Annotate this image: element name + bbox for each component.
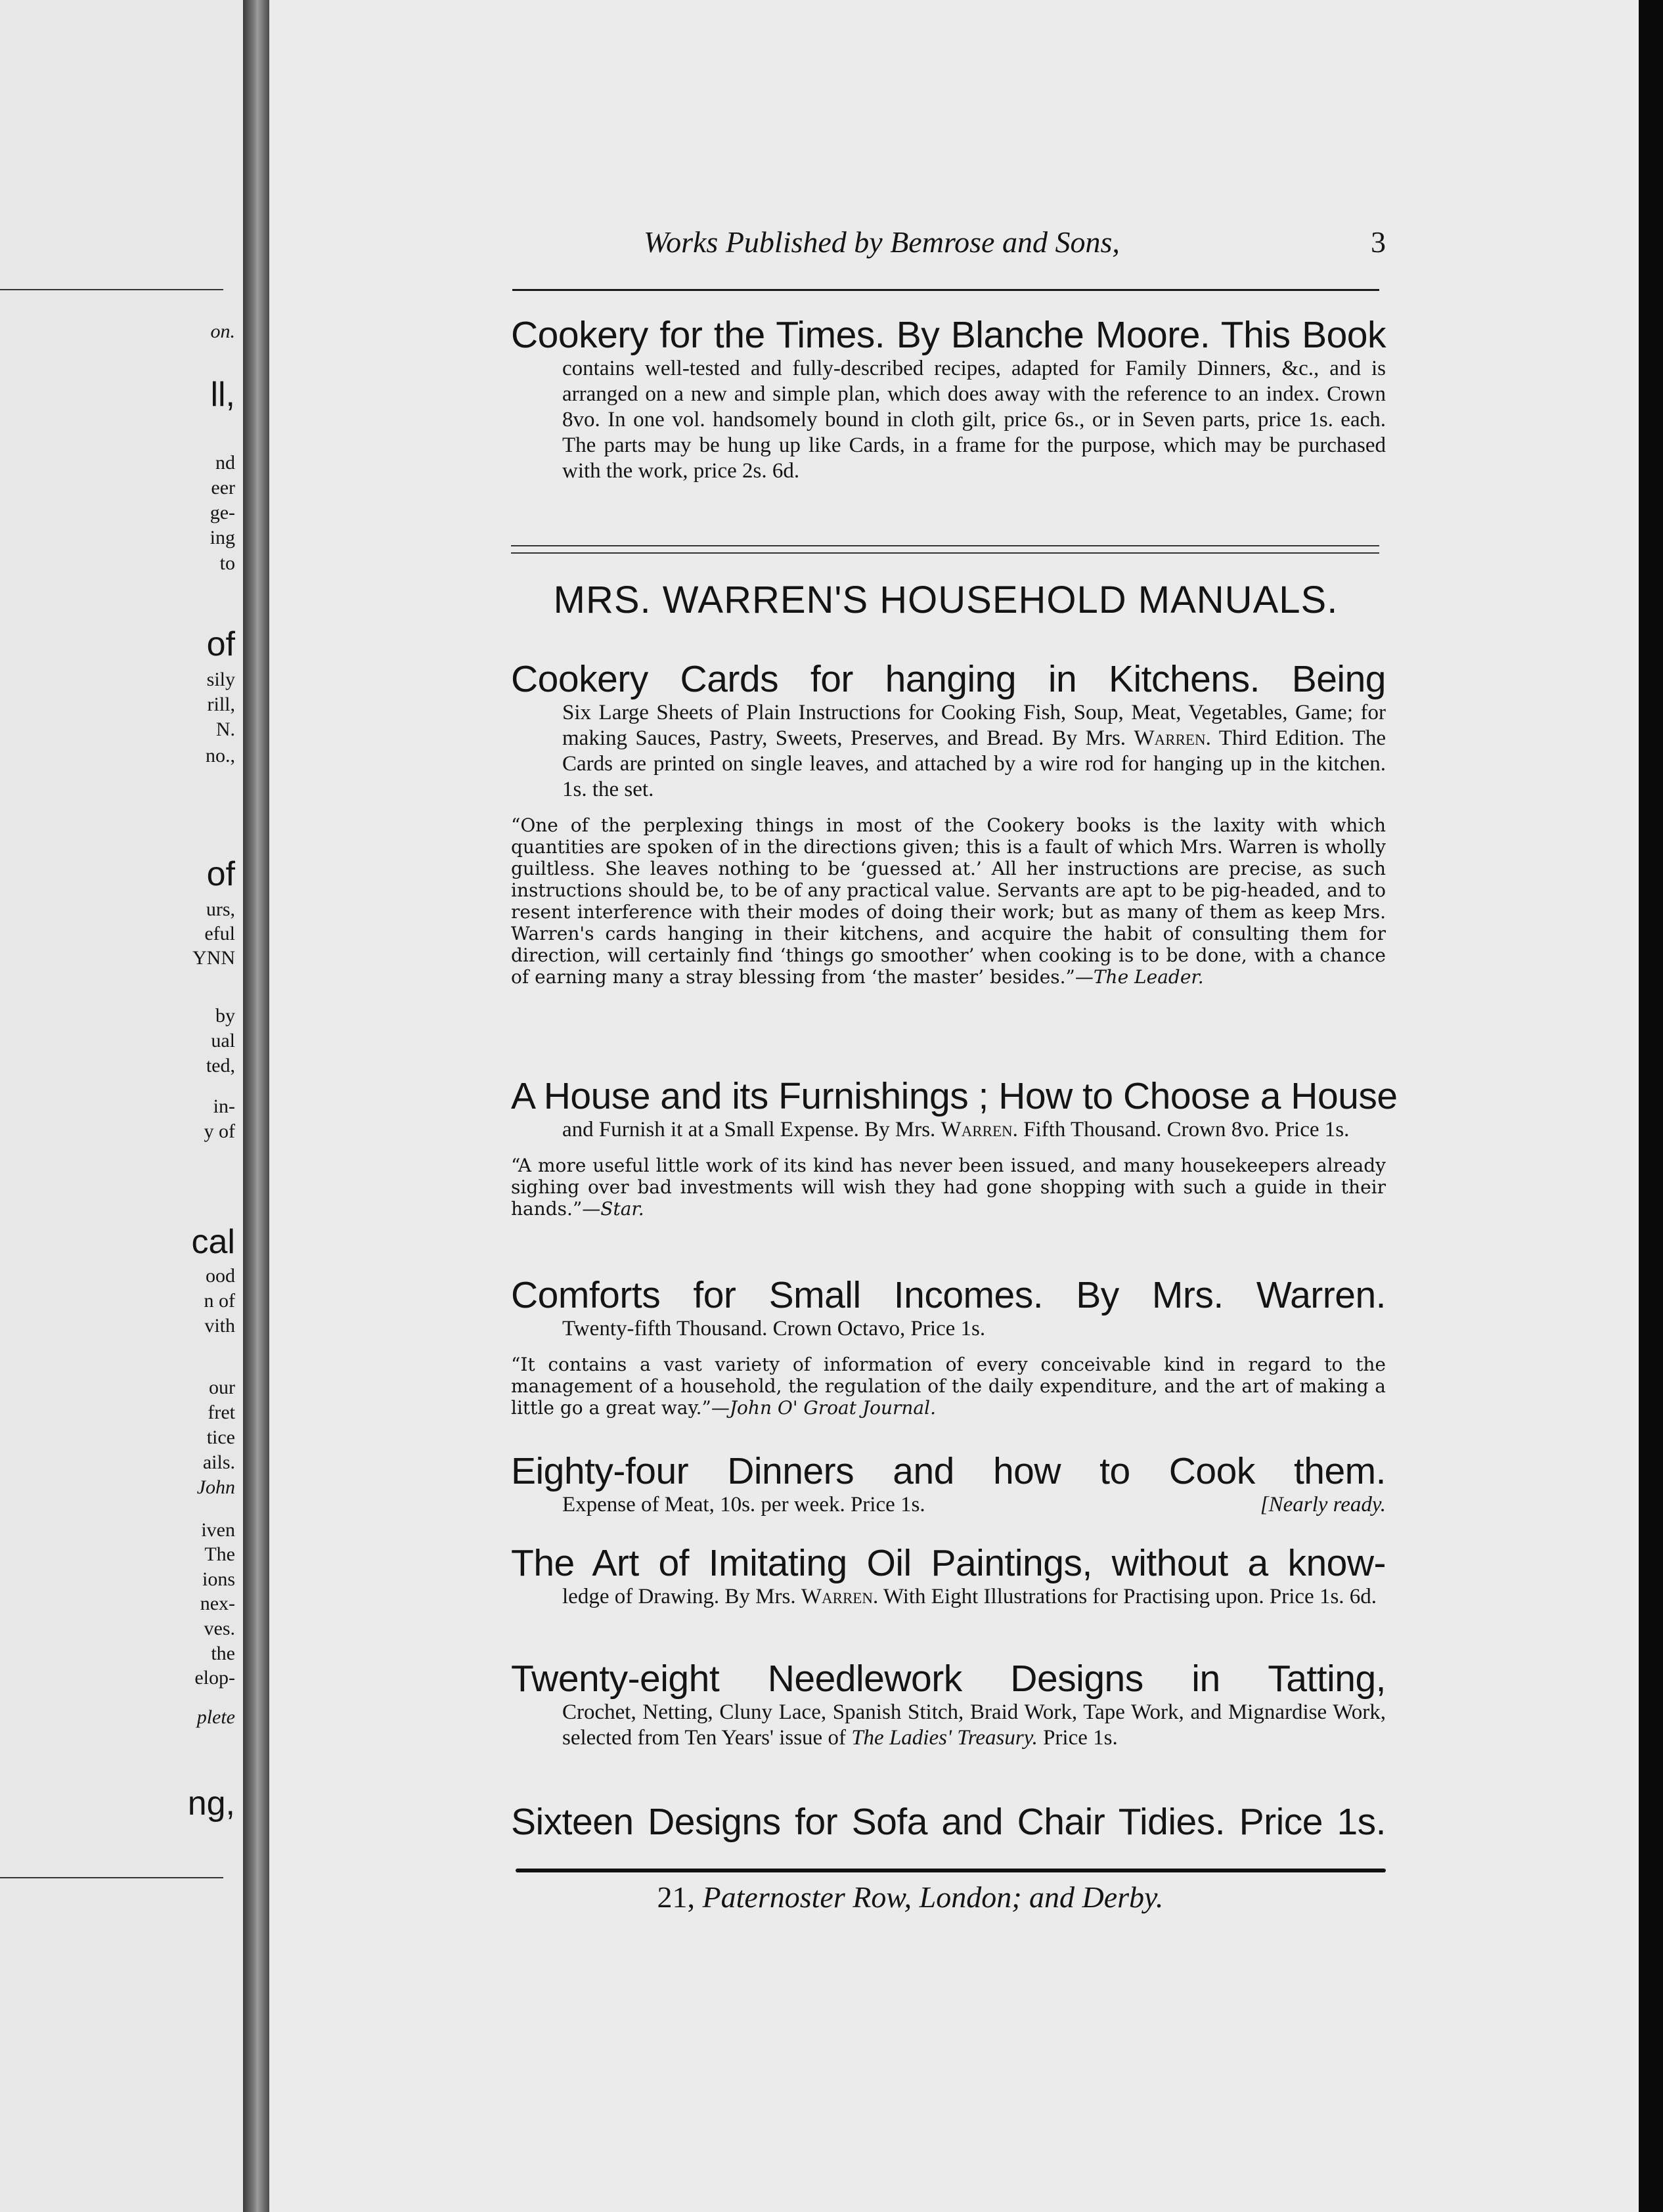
facing-page-text-fragment: ll, (210, 376, 235, 414)
section-heading: MRS. WARREN'S HOUSEHOLD MANUALS. (553, 579, 1339, 621)
entry-description (562, 1492, 1386, 1518)
facing-page-rule (0, 289, 223, 290)
entry-title: Cookery Cards for hanging in Kitchens. Being (511, 658, 1386, 700)
entry-title: A House and its Furnishings ; How to Choose a House (511, 1075, 1398, 1117)
facing-page-text-fragment: YNN (192, 947, 235, 969)
entry-description: Twenty-fifth Thousand. Crown Octavo, Price 1s. (562, 1317, 986, 1340)
journal-title: The Ladies' Treasury. (851, 1726, 1038, 1750)
facing-page-text-fragment: fret (208, 1402, 235, 1423)
page-number: 3 (1371, 225, 1386, 259)
book-entry-eighty-four-dinners (511, 1450, 1386, 1518)
facing-page-text-fragment: plete (196, 1706, 235, 1728)
book-entry-cookery-cards (511, 658, 1386, 988)
entry-title: The Art of Imitating Oil Paintings, without a know- (511, 1542, 1386, 1584)
facing-page-text-fragment: nex- (200, 1593, 235, 1614)
quote-text: “A more useful little work of its kind has never been issued, and many housekeepers already sighing over bad investments will wish they had gone shopping with such a guide in their hands.”— (511, 1155, 1386, 1220)
facing-page-text-fragment: n of (204, 1290, 235, 1312)
entry-title: Sixteen Designs for Sofa and Chair Tidies. Price 1s. (511, 1801, 1386, 1843)
entry-description-part: Expense of Meat, 10s. per week. Price 1s. (562, 1493, 925, 1516)
entry-title: Cookery for the Times. By Blanche Moore. This Book (511, 314, 1386, 356)
facing-page-text-fragment: ted, (206, 1055, 235, 1076)
facing-page-text-fragment: tice (206, 1427, 235, 1448)
facing-page-text-fragment: N. (215, 719, 235, 740)
facing-page-text-fragment: sily (206, 669, 235, 690)
review-quote (511, 1155, 1386, 1220)
quote-text: “It contains a vast variety of information of every conceivable kind in regard to the management of a household, the regulation of the daily expenditure, and the art of making a little go a great way.”— (511, 1354, 1386, 1419)
entry-description-part: and Furnish it at a Small Expense. By Mrs. (562, 1118, 936, 1141)
facing-page-text-fragment: by (215, 1005, 235, 1027)
facing-page-text-fragment: ood (206, 1265, 235, 1287)
facing-page-text-fragment: ing (210, 527, 235, 548)
facing-page-text-fragment: the (211, 1643, 235, 1664)
entry-description: contains well-tested and fully-described recipes, adapted for Family Dinners, &c., and is arranged on a new and simple plan, which does away with the reference to an index. Crown 8vo. In one vol. handsomely bound in cloth gilt, price 6s., or in Seven parts, price 1s. each. The parts may be hung up like Cards, in a frame for the purpose, which may be purchased with the work, price 2s. 6d. (562, 357, 1386, 483)
running-head-title: Works Published by Bemrose and Sons, (644, 225, 1120, 259)
facing-page-text-fragment: on. (210, 321, 235, 342)
facing-page-text-fragment: ual (211, 1030, 235, 1051)
imprint-number: 21, (657, 1880, 696, 1914)
entry-description-part: Six Large Sheets of Plain Instructions for Cooking Fish, Soup, Meat, Vegetables, Game; for making Sauces, Pastry, Sweets, Preserves, and Bread. By Mrs. (562, 701, 1386, 750)
author-name: Warren. (801, 1585, 879, 1608)
entry-description (562, 700, 1386, 803)
facing-page-text-fragment: ves. (204, 1618, 235, 1639)
running-head (374, 225, 1386, 264)
book-entry-needlework-designs (511, 1658, 1386, 1751)
book-entry-comforts-for-small-incomes (511, 1274, 1386, 1419)
entry-title: Twenty-eight Needlework Designs in Tatting, (511, 1658, 1386, 1700)
availability-status: [Nearly ready. (1260, 1493, 1386, 1516)
facing-page-text-fragment: ng, (187, 1784, 235, 1823)
facing-page-text-fragment: to (219, 552, 235, 574)
facing-page-text-fragment: ails. (202, 1451, 235, 1473)
facing-page-text-fragment: John (196, 1476, 235, 1498)
quote-source: The Leader. (1093, 966, 1204, 988)
quote-text: “One of the perplexing things in most of the Cookery books is the laxity with which quantities are spoken of in the directions given; this is a fault of which Mrs. Warren is wholly guiltless. She leaves nothing to be ‘guessed at.’ All her instructions are precise, as such instructions should be, to be of any practical value. Servants are apt to be pig-headed, and to resent interference with their modes of doing their work; but as many of them as keep Mrs. Warren's cards hanging in their kitchens, and acquire the habit of consulting them for direction, will certainly find ‘things go smoother’ when cooking is to be done, with a chance of earning many a stray blessing from ‘the master’ besides.”— (511, 814, 1386, 988)
entry-description-part: Price 1s. (1043, 1726, 1118, 1750)
entry-description (562, 1700, 1386, 1751)
facing-page-rule (0, 1877, 223, 1878)
entry-description-part: Fifth Thousand. Crown 8vo. Price 1s. (1023, 1118, 1350, 1141)
book-entry-cookery-for-the-times (511, 314, 1386, 484)
review-quote (511, 814, 1386, 988)
quote-source: Star. (600, 1198, 644, 1220)
quote-source: John O' Groat Journal. (729, 1397, 936, 1419)
entry-description-part: With Eight Illustrations for Practising upon. Price 1s. 6d. (883, 1585, 1377, 1608)
facing-page-text-fragment: ions (202, 1568, 235, 1590)
imprint-address: Paternoster Row, London; and Derby. (702, 1880, 1164, 1914)
book-entry-art-of-imitating-oil-paintings (511, 1542, 1386, 1610)
entry-description-part: Third Edition. The Cards are printed on single leaves, and attached by a wire rod for hanging up in the kitchen. 1s. the set. (562, 726, 1386, 801)
author-name: Warren. (1134, 726, 1211, 750)
section-divider (511, 545, 1379, 554)
footer-rule (516, 1869, 1386, 1872)
facing-page-text-fragment: ge- (210, 502, 235, 523)
entry-description-part: ledge of Drawing. By Mrs. (562, 1585, 796, 1608)
facing-page-text-fragment: rill, (207, 694, 235, 715)
entry-description-part: Crochet, Netting, Cluny Lace, Spanish Stitch, Braid Work, Tape Work, and Mignardise Work, selected from Ten Years' issue of (562, 1700, 1386, 1750)
facing-page-text-fragment: eer (211, 477, 235, 498)
facing-page-text-fragment: of (206, 625, 235, 663)
entry-title: Comforts for Small Incomes. By Mrs. Warren. (511, 1274, 1386, 1316)
facing-page-text-fragment: vith (204, 1315, 235, 1337)
entry-description (562, 1117, 1386, 1143)
book-entry-a-house-and-its-furnishings (511, 1075, 1398, 1220)
publisher-imprint (0, 1880, 1663, 1914)
entry-title: Eighty-four Dinners and how to Cook them. (511, 1450, 1386, 1492)
entry-description (562, 1584, 1386, 1610)
head-rule (512, 289, 1379, 291)
review-quote (511, 1354, 1386, 1419)
facing-page-text-fragment: cal (191, 1223, 235, 1261)
facing-page-text-fragment: urs, (206, 898, 235, 920)
facing-page-text-fragment: in- (213, 1095, 235, 1117)
facing-page-text-fragment: eful (204, 923, 235, 944)
facing-page-text-fragment: our (209, 1377, 235, 1398)
facing-page-text-fragment: of (206, 855, 235, 893)
book-entry-sofa-and-chair-tidies (511, 1801, 1386, 1843)
author-name: Warren. (941, 1118, 1018, 1141)
facing-page-text-fragment: y of (204, 1120, 235, 1142)
facing-page-text-fragment: nd (215, 452, 235, 474)
facing-page-text-fragment: The (204, 1543, 235, 1565)
facing-page-text-fragment: no., (206, 745, 235, 766)
facing-page-text-fragment: elop- (194, 1667, 235, 1689)
facing-page-text-fragment: iven (201, 1519, 235, 1541)
